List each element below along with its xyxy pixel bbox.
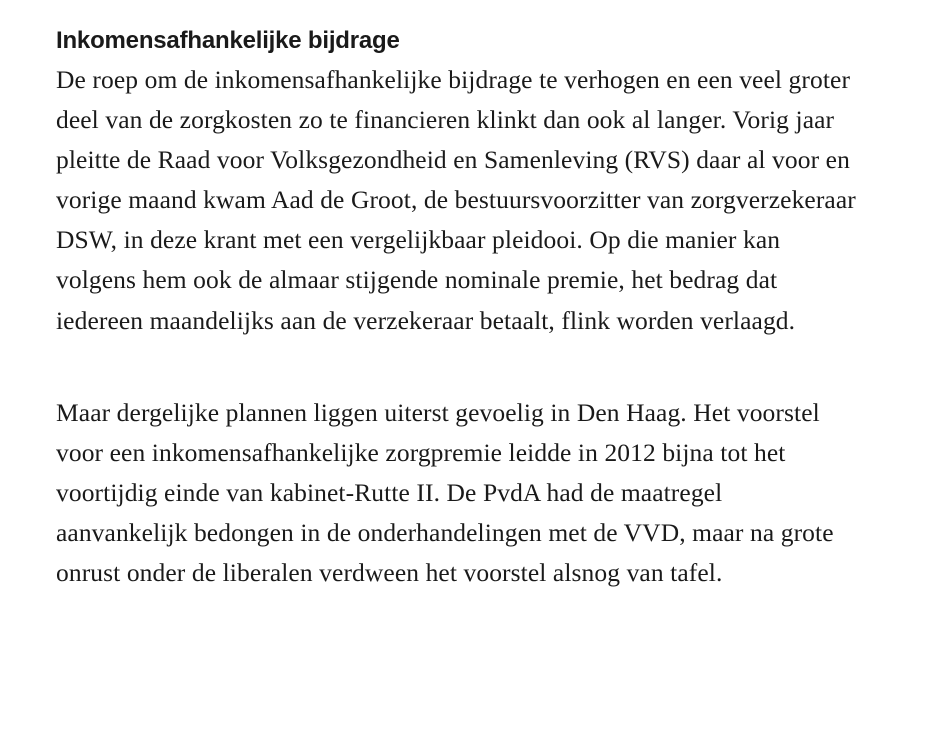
section-heading: Inkomensafhankelijke bijdrage xyxy=(56,27,400,54)
paragraph: Maar dergelijke plannen liggen uiterst gevoelig in Den Haag. Het voorstel voor een inkomensafhankelijke zorgpremie leidde in 2012 bijna tot het voortijdig einde van kabinet-Rutte II. De PvdA had de maatregel aanvankelijk bedongen in de onderhandelingen met de VVD, maar na grote onrust onder de liberalen verdween het voorstel alsnog van tafel. xyxy=(56,397,834,588)
paragraph: De roep om de inkomensafhankelijke bijdrage te verhogen en een veel groter deel van de zorgkosten zo te financieren klinkt dan ook al langer. Vorig jaar pleitte de Raad voor Volksgezondheid en Samenleving (RVS) daar al voor en vorige maand kwam Aad de Groot, de bestuursvoorzitter van zorgverzekeraar DSW, in deze krant met een vergelijkbaar pleidooi. Op die manier kan volgens hem ook de almaar stijgende nominale premie, het bedrag dat iedereen maandelijks aan de verzekeraar betaalt, flink worden verlaagd. xyxy=(56,65,856,335)
article-body xyxy=(56,22,856,593)
